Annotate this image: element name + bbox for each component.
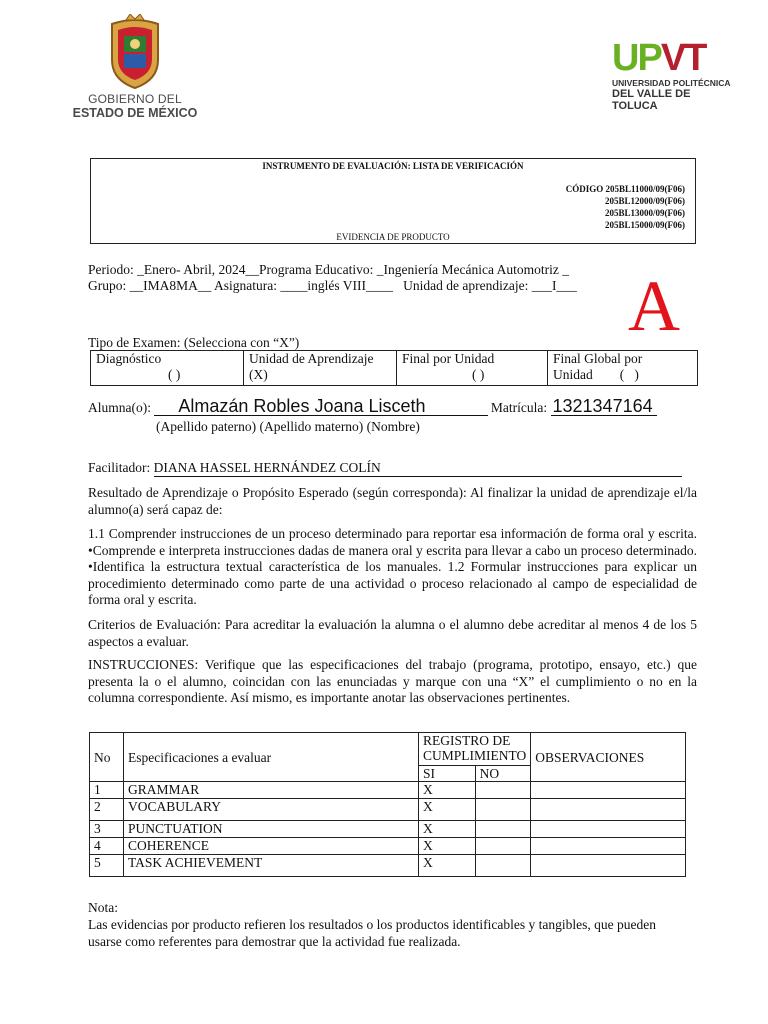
code-line: 205BL12000/09(F06): [605, 196, 685, 206]
exam-option-label: Final Global por: [553, 351, 643, 366]
row-spec: TASK ACHIEVEMENT: [124, 855, 419, 877]
row-spec: COHERENCE: [124, 838, 419, 855]
code-line: 205BL15000/09(F06): [605, 220, 685, 230]
row-observaciones-cell[interactable]: [531, 799, 686, 821]
code-line: 205BL13000/09(F06): [605, 208, 685, 218]
row-si-cell[interactable]: X: [419, 838, 476, 855]
row-no-cell[interactable]: [475, 838, 531, 855]
row-observaciones-cell[interactable]: [531, 855, 686, 877]
student-line: [88, 398, 657, 420]
instrucciones-paragraph: INSTRUCCIONES: Verifique que las especificaciones del trabajo (programa, prototipo, ensayo, etc.) que presenta la o el alumno, coincidan con las enunciadas y marque con una “X” el cumplimiento o no en la columna correspondiente. Así mismo, es importante anotar las observaciones pertinentes.: [88, 657, 697, 705]
row-si-cell[interactable]: X: [419, 799, 476, 821]
instrument-title: INSTRUMENTO DE EVALUACIÓN: LISTA DE VERIFICACIÓN: [262, 161, 524, 171]
row-spec: VOCABULARY: [124, 799, 419, 821]
student-label: Alumna(o):: [88, 400, 155, 415]
exam-cell-final-unidad[interactable]: [397, 351, 548, 386]
table-row: [90, 855, 686, 877]
matricula-label: Matrícula:: [487, 400, 551, 415]
grupo-label: Grupo:: [88, 278, 130, 293]
exam-type-table: [90, 350, 698, 386]
note-label: Nota:: [88, 900, 118, 915]
programa-label: Programa Educativo:: [258, 262, 377, 277]
row-number: 1: [90, 782, 124, 799]
exam-option-label: Final por Unidad: [402, 351, 495, 366]
facilitator-name: DIANA HASSEL HERNÁNDEZ COLÍN: [153, 460, 381, 475]
col-header-spec: Especificaciones a evaluar: [124, 733, 419, 782]
row-observaciones-cell[interactable]: [531, 838, 686, 855]
code-line: CÓDIGO 205BL11000/09(F06): [565, 184, 685, 194]
asignatura-label: Asignatura:: [211, 278, 281, 293]
resultado-paragraph: Resultado de Aprendizaje o Propósito Esperado (según corresponda): Al finalizar la unidad de aprendizaje el/la alumno(a) será capaz de:: [88, 485, 697, 517]
exam-cell-final-global[interactable]: [548, 351, 698, 386]
student-name-caption: (Apellido paterno) (Apellido materno) (Nombre): [156, 419, 420, 434]
note-text: Las evidencias por producto refieren los resultados o los productos identificables y tangibles, que pueden usarse como referentes para demostrar que la actividad fue realizada.: [88, 917, 656, 949]
unidad-value: ___I___: [531, 278, 577, 293]
spec-table: [89, 732, 686, 877]
exam-cell-diagnostico[interactable]: [91, 351, 244, 386]
facilitator-label: Facilitador:: [88, 460, 154, 475]
exam-cell-unidad[interactable]: [244, 351, 397, 386]
exam-option-mark: Unidad ( ): [553, 367, 639, 382]
matricula-value: 1321347164: [552, 396, 653, 416]
row-si-cell[interactable]: X: [419, 782, 476, 799]
coat-of-arms-icon: [104, 14, 166, 90]
row-number: 3: [90, 821, 124, 838]
table-row: [90, 838, 686, 855]
row-no-cell[interactable]: [475, 799, 531, 821]
criterios-paragraph: Criterios de Evaluación: Para acreditar la evaluación la alumna o el alumno debe acreditar al menos 4 de los 5 aspectos a evaluar.: [88, 617, 697, 649]
row-spec: GRAMMAR: [124, 782, 419, 799]
periodo-line: [88, 262, 569, 278]
facilitator-line: [88, 460, 682, 477]
exam-option-mark: (X): [249, 367, 268, 382]
exam-type-label: Tipo de Examen: (Selecciona con “X”): [88, 335, 300, 350]
table-row: [90, 782, 686, 799]
row-number: 2: [90, 799, 124, 821]
logo-estado-text: ESTADO DE MÉXICO: [72, 106, 198, 120]
table-row: [90, 799, 686, 821]
upvt-line1: UNIVERSIDAD POLITÉCNICA: [612, 78, 731, 88]
instrument-codes: [566, 183, 685, 231]
exam-option-label: Unidad de Aprendizaje: [249, 351, 374, 366]
logo-gobierno-text: GOBIERNO DEL: [88, 92, 182, 106]
row-observaciones-cell[interactable]: [531, 782, 686, 799]
evidence-label: EVIDENCIA DE PRODUCTO: [336, 232, 450, 242]
row-no-cell[interactable]: [475, 855, 531, 877]
exam-option-mark: ( ): [168, 367, 181, 382]
instrument-header: [90, 158, 696, 244]
row-spec: PUNCTUATION: [124, 821, 419, 838]
col-header-registro: REGISTRO DE CUMPLIMIENTO: [419, 733, 531, 766]
row-no-cell[interactable]: [475, 782, 531, 799]
unidad-label: Unidad de aprendizaje:: [393, 278, 532, 293]
matricula-field[interactable]: [551, 396, 657, 416]
col-header-no: No: [90, 733, 124, 782]
upvt-wordmark: UPVT: [612, 37, 706, 79]
row-si-cell[interactable]: X: [419, 855, 476, 877]
row-number: 4: [90, 838, 124, 855]
student-name: Almazán Robles Joana Lisceth: [178, 396, 426, 416]
row-observaciones-cell[interactable]: [531, 821, 686, 838]
col-header-no-cumple: NO: [475, 766, 531, 782]
row-number: 5: [90, 855, 124, 877]
exam-option-label: Diagnóstico: [96, 351, 162, 366]
row-si-cell[interactable]: X: [419, 821, 476, 838]
table-row: [90, 821, 686, 838]
periodo-label: Periodo:: [88, 262, 138, 277]
upvt-line2: DEL VALLE DE TOLUCA: [612, 88, 691, 112]
row-no-cell[interactable]: [475, 821, 531, 838]
grupo-line: [88, 278, 577, 294]
facilitator-field[interactable]: [154, 460, 682, 477]
grade-mark: A: [628, 266, 680, 346]
programa-value: _Ingeniería Mecánica Automotriz _: [376, 262, 570, 277]
objetivos-paragraph: 1.1 Comprender instrucciones de un proceso determinado para reportar esa información de forma oral y escrita. •Comprende e interpreta instrucciones dadas de manera oral y escrita para llevar a cabo un proceso determinado. •Identifica la estructura textual característica de los manuales. 1.2 Formular instrucciones para explicar un procedimiento determinado como parte de una actividad o proceso relacionado al campo de especialidad de forma oral y escrita.: [88, 526, 697, 607]
exam-option-mark: ( ): [472, 367, 485, 382]
upvt-logo: [612, 38, 738, 112]
col-header-observaciones: OBSERVACIONES: [531, 733, 686, 782]
grupo-value: __IMA8MA__: [129, 278, 212, 293]
col-header-si: SI: [419, 766, 476, 782]
student-name-field[interactable]: [154, 396, 487, 416]
asignatura-value: ____inglés VIII____: [280, 278, 394, 293]
gobierno-edomex-logo: [70, 14, 200, 120]
periodo-value: _Enero- Abril, 2024__: [137, 262, 259, 277]
